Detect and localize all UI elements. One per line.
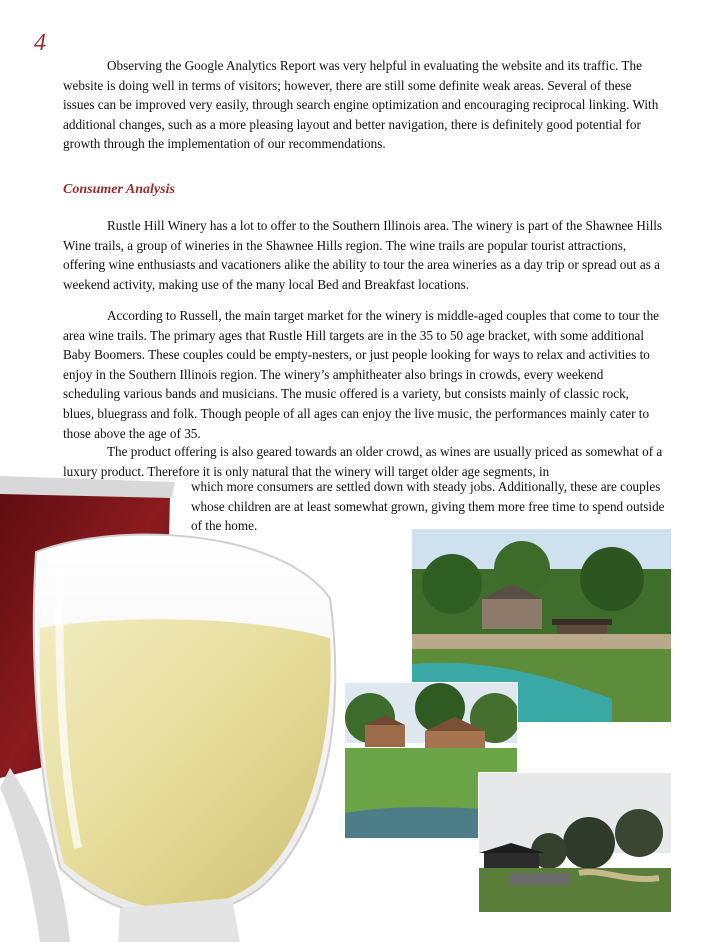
- consumer-paragraph-3-continued: which more consumers are settled down with steady jobs. Additionally, these are couples whose children are at least somewhat grown, giving them more free time to spend outside of the home.: [191, 479, 665, 534]
- consumer-paragraph-2: According to Russell, the main target market for the winery is middle-aged couples that come to tour the area wine trails. The primary ages that Rustle Hill targets are in the 35 to 50 age bracket, with some additional Baby Boomers. These couples could be empty-nesters, or just people looking for ways to relax and activities to enjoy in the Southern Illinois region. The winery’s amphitheater also brings in crowds, every weekend scheduling various bands and musicians. The music offered is a variety, but consists mainly of classic rock, blues, bluegrass and folk. Though people of all ages can enjoy the live music, the performances mainly cater to those above the age of 35.: [63, 308, 660, 441]
- amphitheater-photo: [478, 772, 672, 913]
- wine-glasses-photo: [0, 468, 360, 942]
- consumer-paragraph-1: Rustle Hill Winery has a lot to offer to the Southern Illinois area. The winery is part of the Shawnee Hills Wine trails, a group of wineries in the Shawnee Hills region. The wine trails are popular tourist attractions, offering wine enthusiasts and vacationers alike the ability to tour the area wineries as a day trip or spread out as a weekend activity, making use of the many local Bed and Breakfast locations.: [63, 218, 663, 292]
- page-number: 4: [34, 30, 46, 56]
- intro-paragraph: Observing the Google Analytics Report was very helpful in evaluating the website and its traffic. The website is doing well in terms of visitors; however, there are still some definite weak areas. Several of these issues can be improved very easily, through search engine optimization and encouraging reciprocal linking. With additional changes, such as a more pleasing layout and better navigation, there is definitely good potential for growth through the implementation of our recommendations.: [63, 58, 659, 152]
- consumer-paragraph-3: The product offering is also geared towards an older crowd, as wines are usually priced as somewhat of a luxury product. Therefore it is only natural that the winery will target older age segments, in: [63, 444, 663, 479]
- section-heading: Consumer Analysis: [63, 182, 175, 197]
